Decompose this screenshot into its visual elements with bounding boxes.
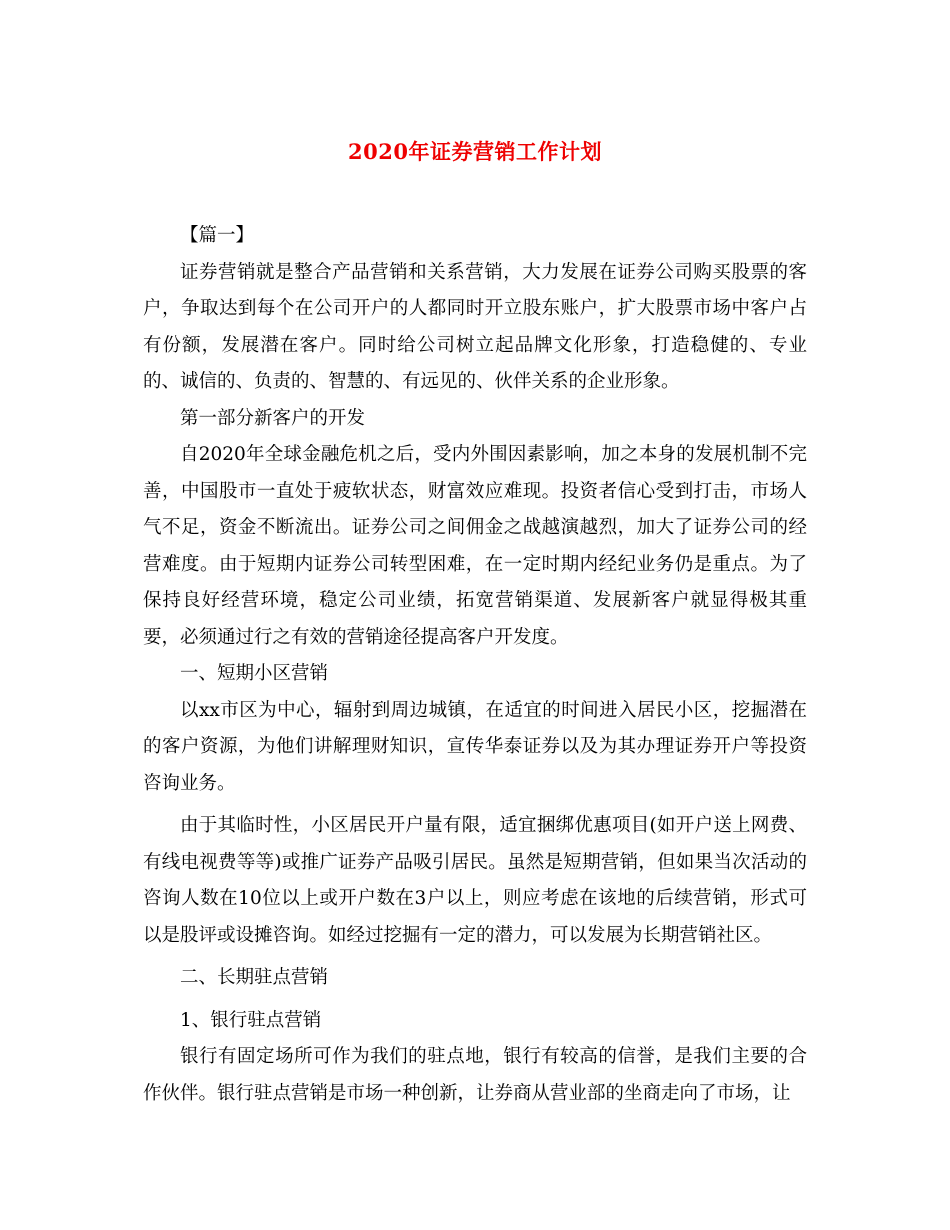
paragraph-bank: 银行有固定场所可作为我们的驻点地，银行有较高的信誉，是我们主要的合作伙伴。银行驻点营销是市场一种创新，让券商从营业部的坐商走向了市场，让 [143, 1046, 807, 1104]
section-heading-new-clients: 第一部分新客户的开发 [180, 407, 366, 429]
paragraph-intro: 证券营销就是整合产品营销和关系营销，大力发展在证券公司购买股票的客户，争取达到每个在公司开户的人都同时开立股东账户，扩大股票市场中客户占有份额，发展潜在客户。同时给公司树立起品牌文化形象，打造稳健的、专业的、诚信的、负责的、智慧的、有远见的、伙伴关系的企业形象。 [143, 261, 807, 392]
subheading-bank: 1、银行驻点营销 [180, 1009, 322, 1031]
subheading-short-term: 一、短期小区营销 [180, 663, 329, 684]
paragraph-short-term-1: 以xx市区为中心，辐射到周边城镇，在适宜的时间进入居民小区，挖掘潜在的客户资源，为他们讲解理财知识，宣传华泰证券以及为其办理证券开户等投资咨询业务。 [143, 699, 807, 794]
document-title: 2020年证券营销工作计划 [348, 139, 602, 164]
paragraph-short-term-2: 由于其临时性，小区居民开户量有限，适宜捆绑优惠项目(如开户送上网费、有线电视费等等)或推广证券产品吸引居民。虽然是短期营销，但如果当次活动的咨询人数在10位以上或开户数在3户以上，则应考虑在该地的后续营销，形式可以是股评或设摊咨询。如经过挖掘有一定的潜力，可以发展为长期营销社区。 [143, 815, 807, 946]
section-heading-part-one: 【篇一】 [180, 225, 255, 246]
document-body [143, 218, 807, 1112]
paragraph-background: 自2020年全球金融危机之后，受内外围因素影响，加之本身的发展机制不完善，中国股市一直处于疲软状态，财富效应难现。投资者信心受到打击，市场人气不足，资金不断流出。证券公司之间佣金之战越演越烈，加大了证券公司的经营难度。由于短期内证券公司转型困难，在一定时期内经纪业务仍是重点。为了保持良好经营环境，稳定公司业绩，拓宽营销渠道、发展新客户就显得极其重要，必须通过行之有效的营销途径提高客户开发度。 [143, 444, 807, 648]
subheading-long-term: 二、长期驻点营销 [180, 967, 329, 988]
